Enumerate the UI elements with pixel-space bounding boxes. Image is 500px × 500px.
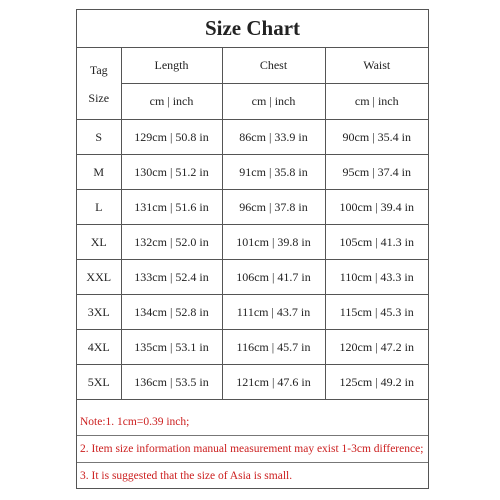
length-cell: 129cm | 50.8 in	[121, 120, 222, 155]
table-row	[77, 190, 428, 225]
unit-row	[77, 84, 428, 120]
waist-cell: 120cm | 47.2 in	[325, 330, 428, 365]
table-row	[77, 225, 428, 260]
waist-cell: 110cm | 43.3 in	[325, 260, 428, 295]
size-cell: S	[77, 120, 121, 155]
chest-cell: 91cm | 35.8 in	[222, 155, 325, 190]
chest-unit: cm | inch	[222, 84, 325, 120]
chest-cell: 106cm | 41.7 in	[222, 260, 325, 295]
note-3: 3. It is suggested that the size of Asia is small.	[80, 470, 293, 482]
length-cell: 136cm | 53.5 in	[121, 365, 222, 400]
length-cell: 130cm | 51.2 in	[121, 155, 222, 190]
length-cell: 135cm | 53.1 in	[121, 330, 222, 365]
waist-cell: 100cm | 39.4 in	[325, 190, 428, 225]
length-unit: cm | inch	[121, 84, 222, 120]
size-cell: L	[77, 190, 121, 225]
size-cell: M	[77, 155, 121, 190]
tag-label: Tag	[89, 62, 108, 77]
table-row	[77, 330, 428, 365]
chest-cell: 111cm | 43.7 in	[222, 295, 325, 330]
waist-cell: 105cm | 41.3 in	[325, 225, 428, 260]
size-label: Size	[88, 90, 110, 105]
chart-title: Size Chart	[77, 10, 428, 48]
waist-cell: 90cm | 35.4 in	[325, 120, 428, 155]
length-cell: 133cm | 52.4 in	[121, 260, 222, 295]
size-table	[77, 48, 428, 400]
note-1: Note:1. 1cm=0.39 inch;	[77, 409, 428, 436]
waist-header: Waist	[325, 48, 428, 84]
table-row	[77, 155, 428, 190]
size-cell: XXL	[77, 260, 121, 295]
length-header: Length	[121, 48, 222, 84]
tag-size-header	[77, 48, 121, 120]
table-row	[77, 120, 428, 155]
note-2: 2. Item size information manual measurement may exist 1-3cm difference;	[77, 436, 428, 463]
table-row	[77, 260, 428, 295]
size-cell: 5XL	[77, 365, 121, 400]
size-cell: XL	[77, 225, 121, 260]
size-rows	[77, 120, 428, 400]
length-cell: 132cm | 52.0 in	[121, 225, 222, 260]
chest-cell: 116cm | 45.7 in	[222, 330, 325, 365]
waist-cell: 125cm | 49.2 in	[325, 365, 428, 400]
size-cell: 4XL	[77, 330, 121, 365]
waist-cell: 95cm | 37.4 in	[325, 155, 428, 190]
table-row	[77, 365, 428, 400]
length-cell: 134cm | 52.8 in	[121, 295, 222, 330]
length-cell: 131cm | 51.6 in	[121, 190, 222, 225]
chest-header: Chest	[222, 48, 325, 84]
waist-unit: cm | inch	[325, 84, 428, 120]
notes-section	[77, 409, 428, 489]
size-cell: 3XL	[77, 295, 121, 330]
chest-cell: 86cm | 33.9 in	[222, 120, 325, 155]
size-chart	[76, 9, 429, 489]
table-row	[77, 295, 428, 330]
chest-cell: 121cm | 47.6 in	[222, 365, 325, 400]
waist-cell: 115cm | 45.3 in	[325, 295, 428, 330]
chest-cell: 96cm | 37.8 in	[222, 190, 325, 225]
chest-cell: 101cm | 39.8 in	[222, 225, 325, 260]
header-row	[77, 48, 428, 84]
